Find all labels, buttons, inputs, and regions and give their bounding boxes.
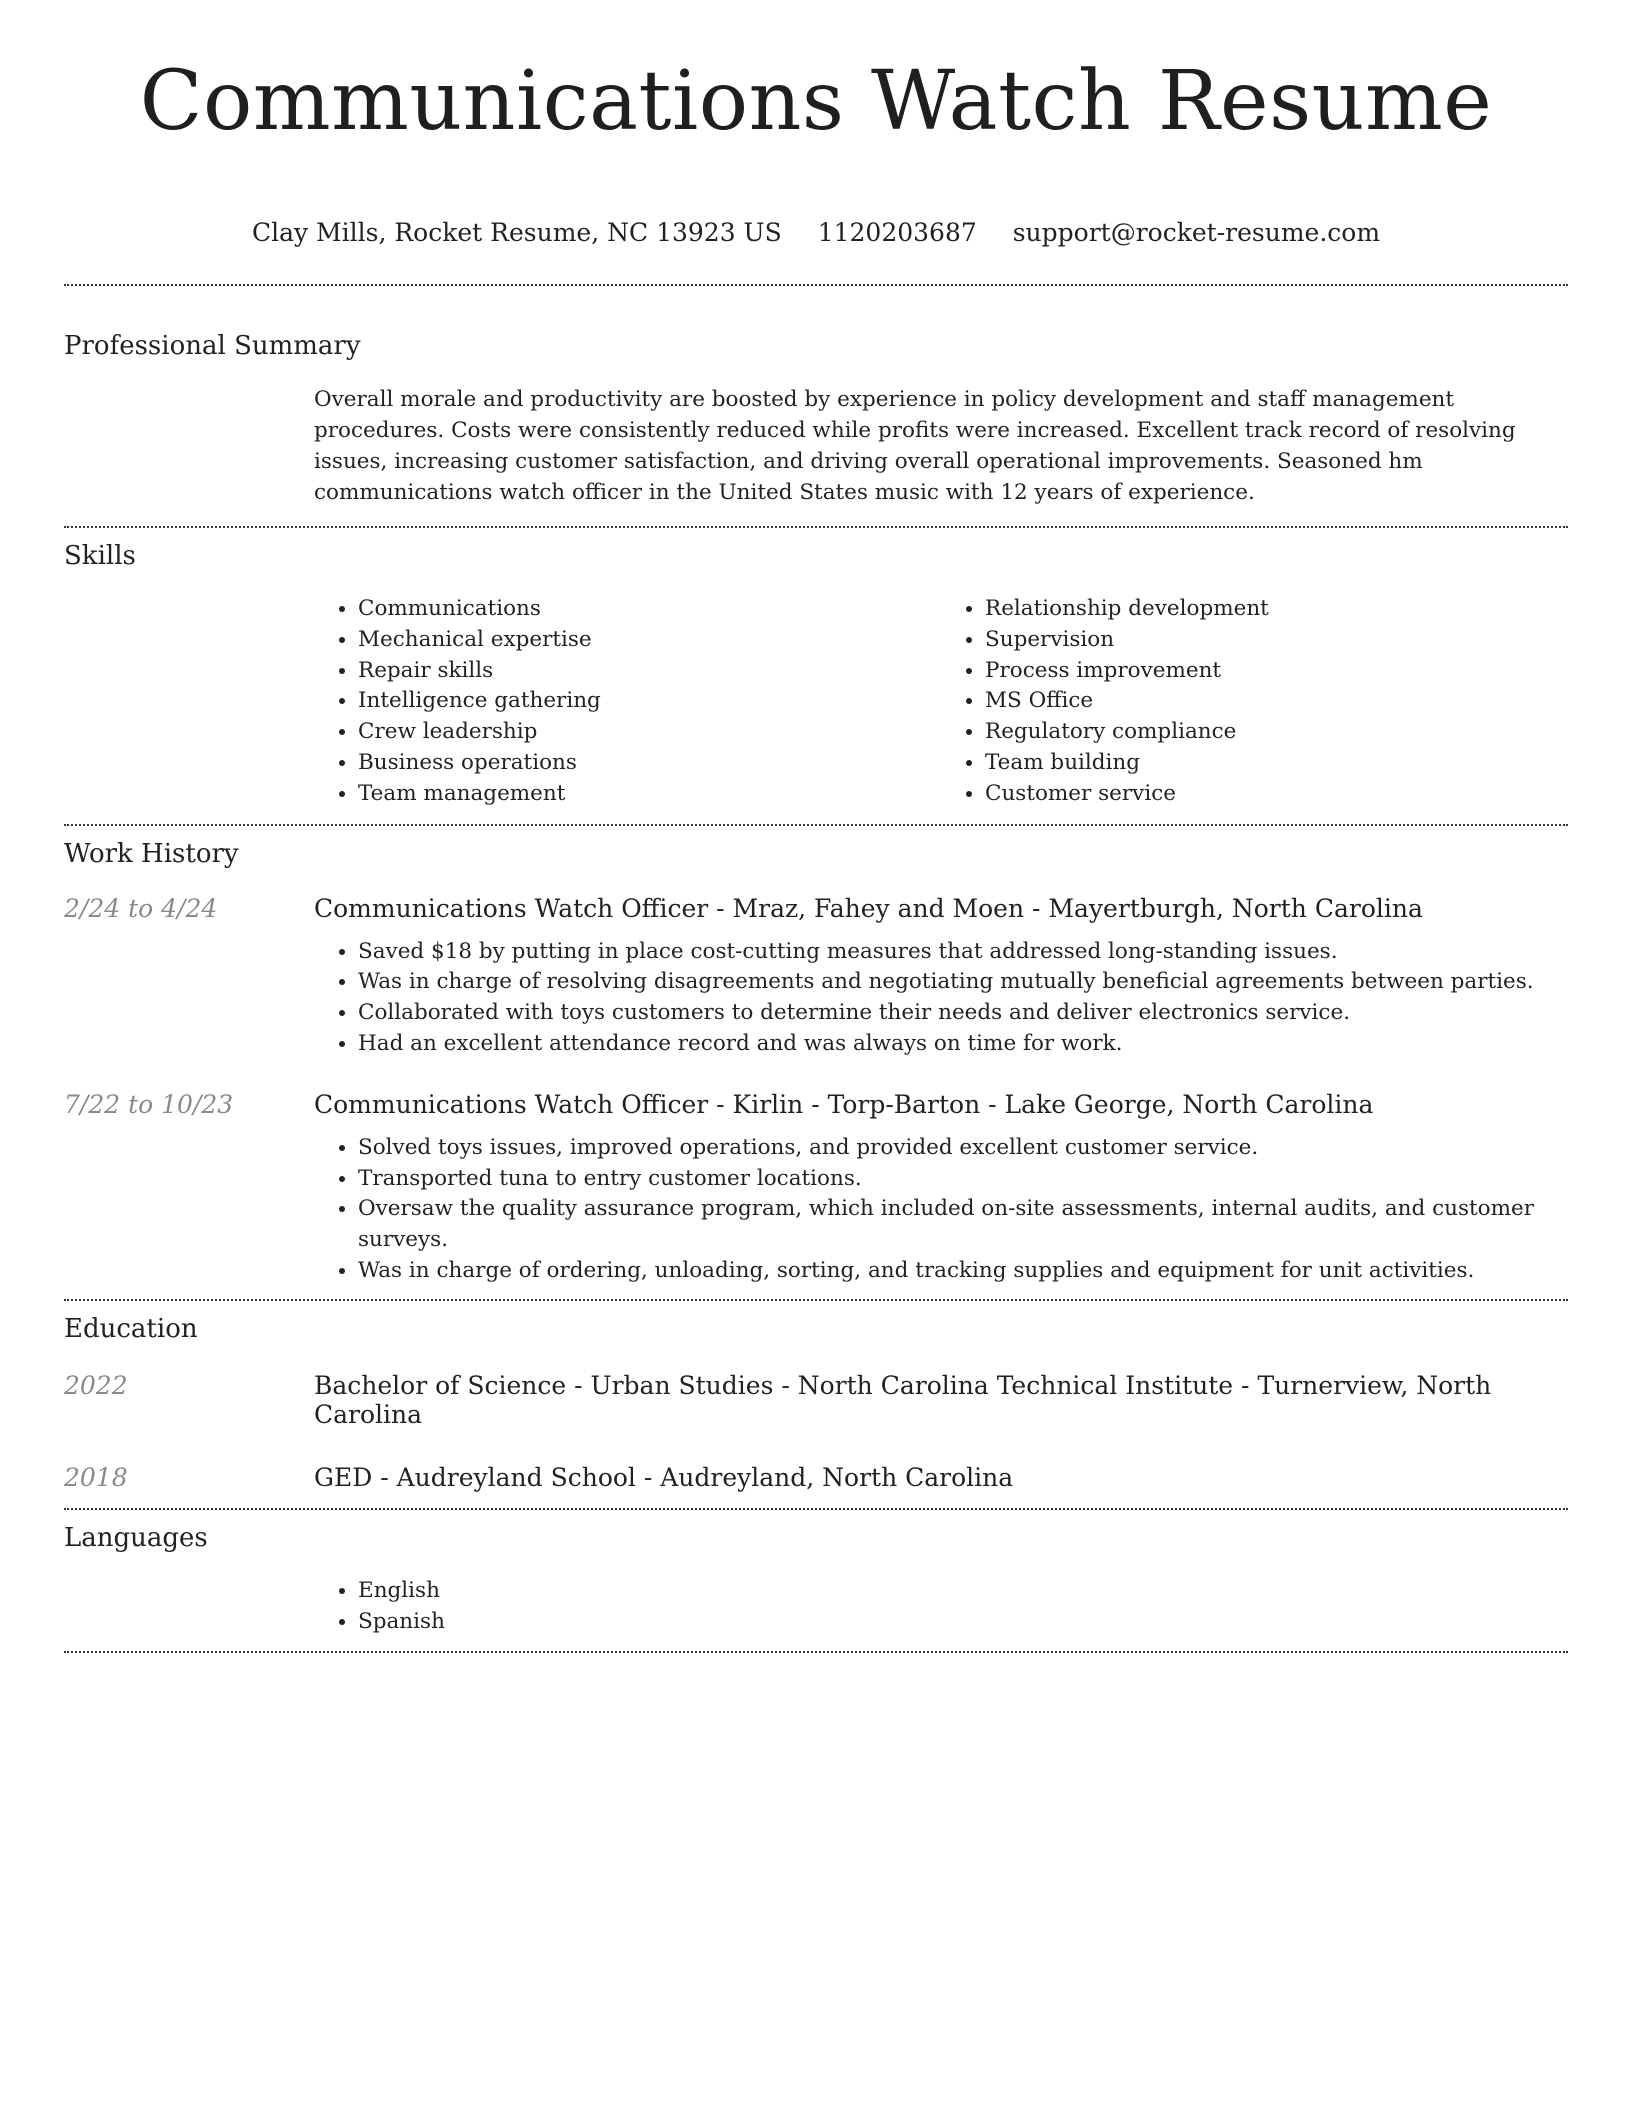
education-entry [64, 1371, 1568, 1429]
languages-section [64, 1510, 1568, 1652]
job-bullets [314, 937, 1568, 1060]
contact-phone: 1120203687 [817, 218, 977, 247]
job-bullet: • Was in charge of ordering, unloading, sorting, and tracking supplies and equipment for unit activities. [358, 1256, 1568, 1287]
job-dates: 2/24 to 4/24 [64, 893, 218, 923]
work-history-section [64, 826, 1568, 1299]
skill-item: • Mechanical expertise [358, 625, 941, 656]
job-bullets [314, 1133, 1568, 1287]
skill-item: • Team management [358, 779, 941, 810]
education-detail: GED - Audreyland School - Audreyland, North Carolina [314, 1462, 1014, 1492]
job-entry [64, 894, 1568, 1060]
job-header [64, 894, 1568, 923]
section-heading-work-history: Work History [64, 838, 239, 869]
contact-email: support@rocket-resume.com [1012, 218, 1381, 247]
languages-list [314, 1576, 1568, 1638]
job-bullet: • Transported tuna to entry customer locations. [358, 1164, 1568, 1195]
contact-address: Clay Mills, Rocket Resume, NC 13923 US [251, 218, 782, 247]
section-heading-summary: Professional Summary [64, 331, 361, 361]
section-heading-skills: Skills [64, 541, 136, 571]
job-bullet: • Had an excellent attendance record and was always on time for work. [358, 1029, 1568, 1060]
education-entry [64, 1463, 1568, 1492]
job-entry [64, 1090, 1568, 1287]
skill-item: • Relationship development [985, 594, 1568, 625]
job-bullet: • Oversaw the quality assurance program, which included on-site assessments, internal audits, and customer surveys. [358, 1194, 1568, 1256]
skill-item: • Crew leadership [358, 717, 941, 748]
job-title: Communications Watch Officer - Kirlin - Torp-Barton - Lake George, North Carolina [314, 1089, 1374, 1119]
divider [64, 1651, 1568, 1653]
skill-item: • Supervision [985, 625, 1568, 656]
job-bullet: • Was in charge of resolving disagreements and negotiating mutually beneficial agreements between parties. [358, 967, 1568, 998]
job-bullet: • Saved $18 by putting in place cost-cutting measures that addressed long-standing issues. [358, 937, 1568, 968]
skills-list [314, 594, 1568, 810]
skill-item: • Business operations [358, 748, 941, 779]
job-dates: 7/22 to 10/23 [64, 1089, 234, 1119]
summary-text: Overall morale and productivity are boosted by experience in policy development and staff management procedures. Costs were consistently reduced while profits were increased. Excellent track record of resolving issues, increasing customer satisfaction, and driving overall operational improvements. Seasoned hm communications watch officer in the United States music with 12 years of experience. [314, 387, 1516, 505]
skills-section [64, 528, 1568, 824]
summary-section [64, 286, 1568, 526]
job-title: Communications Watch Officer - Mraz, Fahey and Moen - Mayertburgh, North Carolina [314, 893, 1423, 923]
job-header [64, 1090, 1568, 1119]
contact-line [64, 218, 1568, 248]
job-bullet: • Solved toys issues, improved operations, and provided excellent customer service. [358, 1133, 1568, 1164]
education-section [64, 1301, 1568, 1508]
skill-item: • Team building [985, 748, 1568, 779]
skill-item: • Repair skills [358, 656, 941, 687]
language-item: • English [358, 1576, 1568, 1607]
skill-item: • MS Office [985, 686, 1568, 717]
language-item: • Spanish [358, 1607, 1568, 1638]
skills-column-left [314, 594, 941, 810]
skill-item: • Customer service [985, 779, 1568, 810]
section-heading-education: Education [64, 1313, 198, 1344]
resume-title: Communications Watch Resume [139, 54, 1493, 149]
skill-item: • Process improvement [985, 656, 1568, 687]
education-year: 2018 [64, 1462, 128, 1492]
job-bullet: • Collaborated with toys customers to determine their needs and deliver electronics service. [358, 998, 1568, 1029]
education-year: 2022 [64, 1370, 128, 1400]
education-detail: Bachelor of Science - Urban Studies - North Carolina Technical Institute - Turnerview, North Carolina [314, 1370, 1492, 1429]
skill-item: • Intelligence gathering [358, 686, 941, 717]
skill-item: • Regulatory compliance [985, 717, 1568, 748]
skill-item: • Communications [358, 594, 941, 625]
section-heading-languages: Languages [64, 1522, 208, 1553]
skills-column-right [941, 594, 1568, 810]
